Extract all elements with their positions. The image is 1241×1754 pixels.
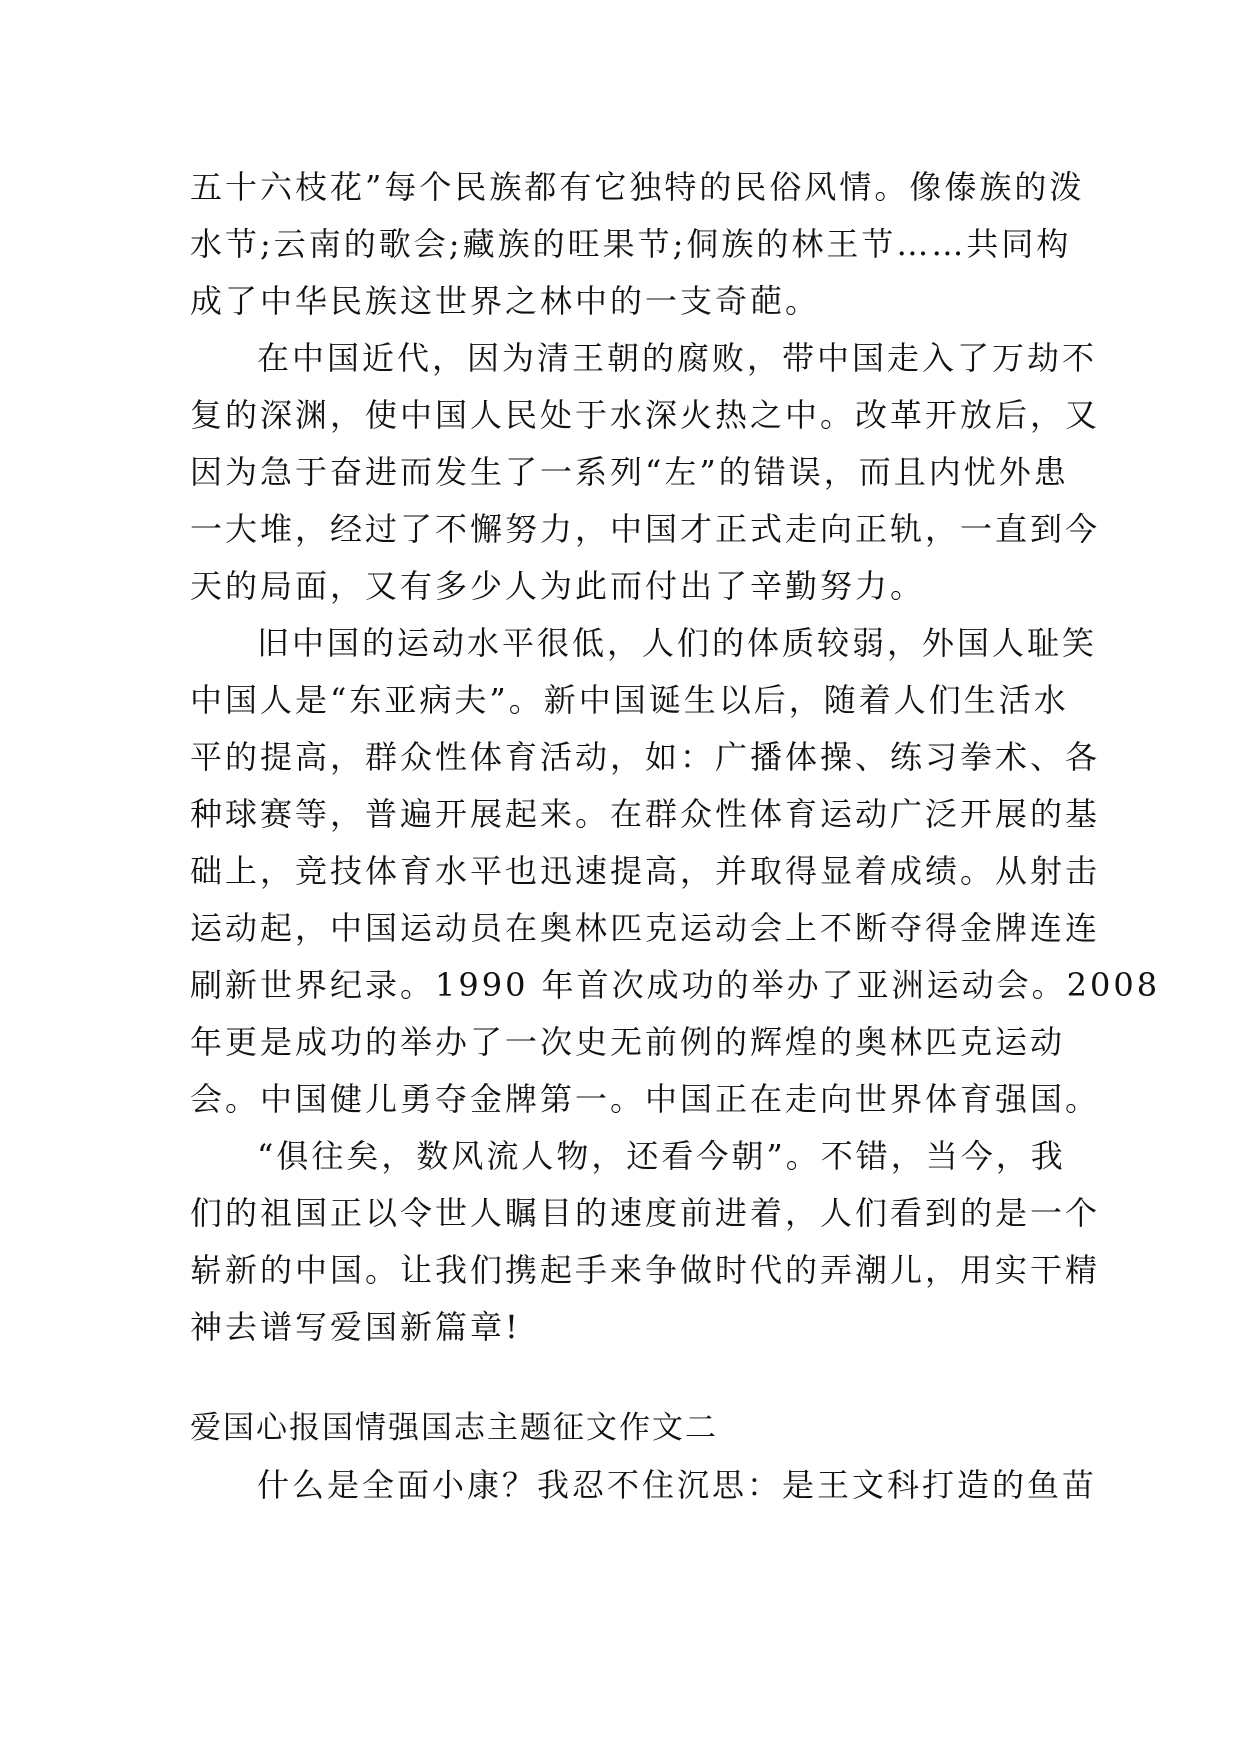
paragraph-2 (190, 330, 1101, 615)
text-line: 神去谱写爱国新篇章! (190, 1308, 521, 1346)
text-line: 种球赛等，普遍开展起来。在群众性体育运动广泛开展的基 (190, 795, 1101, 833)
section-spacer (190, 1356, 1070, 1400)
section-heading: 爱国心报国情强国志主题征文作文二 (190, 1410, 718, 1446)
text-line: “俱往矣，数风流人物，还看今朝”。不错，当今，我 (257, 1137, 1066, 1175)
text-line: 平的提高，群众性体育活动，如：广播体操、练习拳术、各 (190, 738, 1101, 776)
paragraph-5 (190, 1457, 1098, 1514)
paragraph-3 (190, 615, 1161, 1128)
text-line: 刷新世界纪录。1990 年首次成功的举办了亚洲运动会。2008 (190, 966, 1161, 1004)
text-line: 什么是全面小康？我忍不住沉思：是王文科打造的鱼苗 (257, 1466, 1098, 1504)
text-line: 一大堆，经过了不懈努力，中国才正式走向正轨，一直到今 (190, 510, 1101, 548)
text-line: 水节;云南的歌会;藏族的旺果节;侗族的林王节……共同构 (190, 225, 1072, 263)
text-line: 在中国近代，因为清王朝的腐败，带中国走入了万劫不 (257, 339, 1098, 377)
text-line: 崭新的中国。让我们携起手来争做时代的弄潮儿，用实干精 (190, 1251, 1101, 1289)
text-line: 础上，竞技体育水平也迅速提高，并取得显着成绩。从射击 (190, 852, 1101, 890)
text-line: 复的深渊，使中国人民处于水深火热之中。改革开放后，又 (190, 396, 1101, 434)
text-line: 成了中华民族这世界之林中的一支奇葩。 (190, 282, 821, 320)
text-line: 五十六枝花”每个民族都有它独特的民俗风情。像傣族的泼 (190, 168, 1085, 206)
paragraph-1 (190, 159, 1085, 330)
text-line: 天的局面，又有多少人为此而付出了辛勤努力。 (190, 567, 926, 605)
paragraph-4 (190, 1128, 1101, 1356)
document-body (190, 159, 1161, 1514)
text-line: 们的祖国正以令世人瞩目的速度前进着，人们看到的是一个 (190, 1194, 1101, 1232)
text-line: 运动起，中国运动员在奥林匹克运动会上不断夺得金牌连连 (190, 909, 1101, 947)
text-line: 会。中国健儿勇夺金牌第一。中国正在走向世界体育强国。 (190, 1080, 1101, 1118)
text-line: 因为急于奋进而发生了一系列“左”的错误，而且内忧外患 (190, 453, 1069, 491)
text-line: 中国人是“东亚病夫”。新中国诞生以后，随着人们生活水 (190, 681, 1069, 719)
text-line: 旧中国的运动水平很低，人们的体质较弱，外国人耻笑 (257, 624, 1098, 662)
text-line: 年更是成功的举办了一次史无前例的辉煌的奥林匹克运动 (190, 1023, 1066, 1061)
